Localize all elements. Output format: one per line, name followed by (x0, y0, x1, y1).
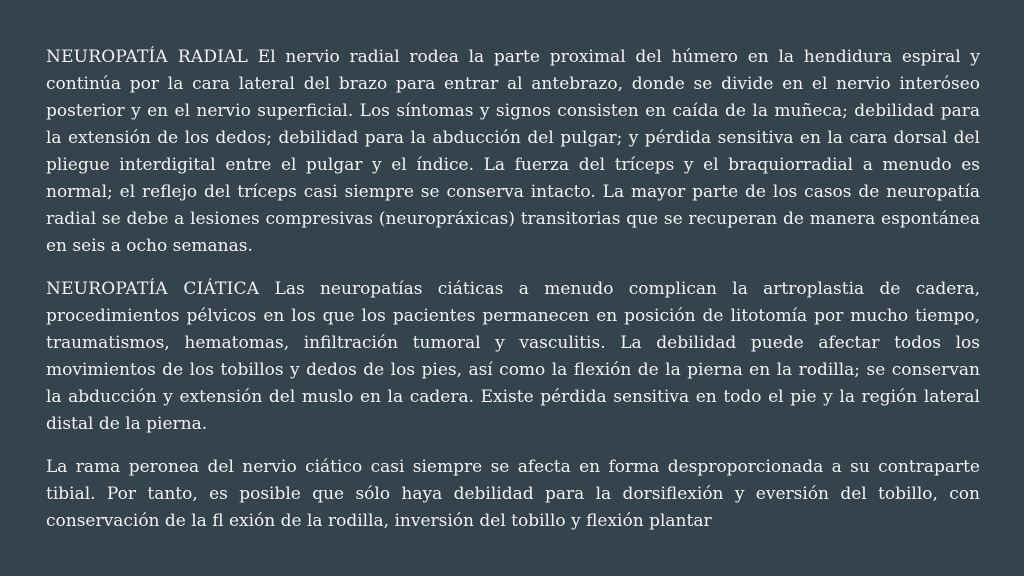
text-radial-neuropathy: El nervio radial rodea la parte proximal del húmero en la hendidura espiral y continúa por la cara lateral del brazo para entrar al antebrazo, donde se divide en el nervio interóseo posterior y en el nervio superficial. Los síntomas y signos consisten en caída de la muñeca; debilidad para la extensión de los dedos; debilidad para la abducción del pulgar; y pérdida sensitiva en la cara dorsal del pliegue interdigital entre el pulgar y el índice. La fuerza del tríceps y el braquiorradial a menudo es normal; el reflejo del tríceps casi siempre se conserva intacto. La mayor parte de los casos de neuropatía radial se debe a lesiones compresivas (neuropráxicas) transitorias que se recuperan de manera espontánea en seis a ocho semanas. (46, 47, 981, 256)
slide-text-body (46, 44, 980, 535)
paragraph-peroneal-branch (46, 454, 980, 535)
text-sciatic-neuropathy: Las neuropatías ciáticas a menudo complican la artroplastia de cadera, procedimientos pélvicos en los que los pacientes permanecen en posición de litotomía por mucho tiempo, traumatismos, hematomas, infiltración tumoral y vasculitis. La debilidad puede afectar todos los movimientos de los tobillos y dedos de los pies, así como la flexión de la pierna en la rodilla; se conservan la abducción y extensión del muslo en la cadera. Existe pérdida sensitiva en todo el pie y la región lateral distal de la pierna. (46, 279, 980, 434)
heading-sciatic-neuropathy: NEUROPATÍA CIÁTICA (46, 279, 260, 299)
paragraph-radial-neuropathy (46, 44, 980, 260)
text-peroneal-branch: La rama peronea del nervio ciático casi siempre se afecta en forma desproporcionada a su contraparte tibial. Por tanto, es posible que sólo haya debilidad para la dorsiflexión y eversión del tobillo, con conservación de la fl exión de la rodilla, inversión del tobillo y flexión plantar (46, 457, 980, 531)
heading-radial-neuropathy: NEUROPATÍA RADIAL (46, 47, 249, 67)
paragraph-sciatic-neuropathy (46, 276, 980, 438)
